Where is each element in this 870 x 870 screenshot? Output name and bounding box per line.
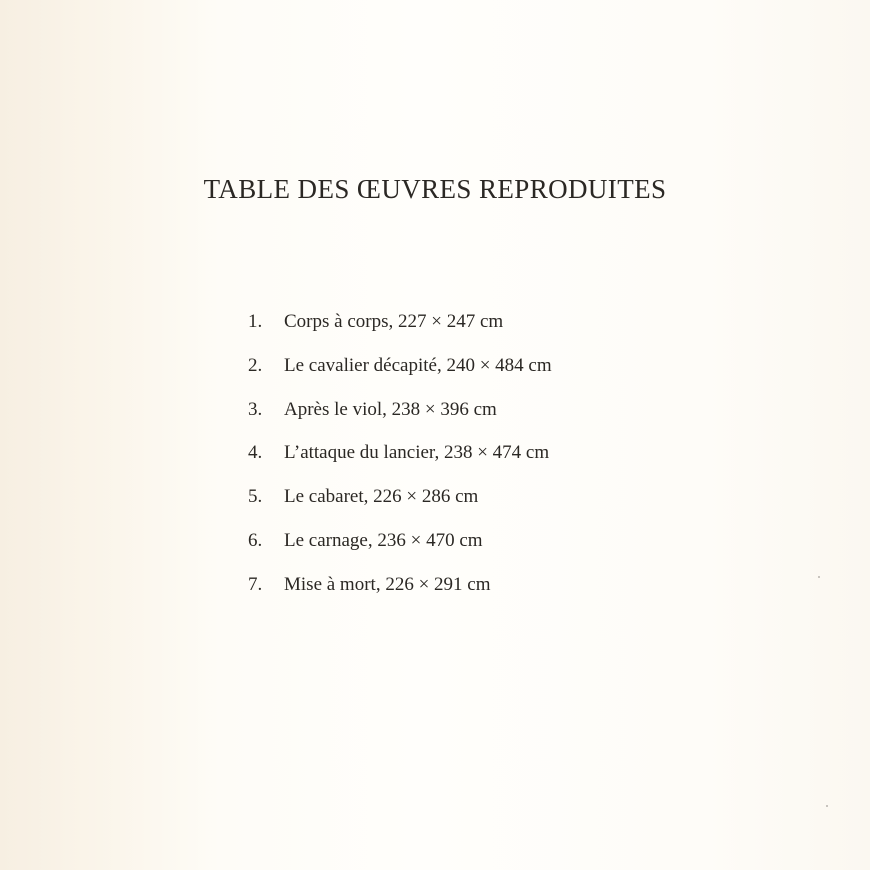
list-item — [248, 309, 552, 353]
paper-speck — [826, 805, 828, 807]
item-number: 3. — [248, 398, 263, 420]
list-item — [248, 353, 552, 397]
list-item — [248, 397, 552, 441]
item-number: 1. — [248, 311, 263, 332]
page-title: TABLE DES ŒUVRES REPRODUITES — [203, 174, 667, 204]
item-text: L’attaque du lancier, 238 × 474 cm — [284, 442, 550, 464]
item-text: Le cavalier décapité, 240 × 484 cm — [284, 354, 552, 376]
list-item — [248, 528, 552, 572]
list-item — [248, 572, 552, 616]
item-number: 5. — [248, 486, 263, 508]
works-list — [248, 309, 552, 616]
item-number: 4. — [248, 442, 263, 464]
item-text: Le carnage, 236 × 470 cm — [284, 529, 483, 551]
list-item — [248, 484, 552, 528]
item-number: 2. — [248, 354, 263, 376]
item-text: Mise à mort, 226 × 291 cm — [284, 573, 491, 595]
item-text: Le cabaret, 226 × 286 cm — [284, 486, 479, 508]
item-text: Après le viol, 238 × 396 cm — [284, 398, 497, 420]
item-number: 7. — [248, 573, 263, 595]
list-item — [248, 440, 552, 484]
item-number: 6. — [248, 529, 263, 551]
item-text: Corps à corps, 227 × 247 cm — [284, 311, 504, 332]
paper-speck — [818, 576, 820, 578]
